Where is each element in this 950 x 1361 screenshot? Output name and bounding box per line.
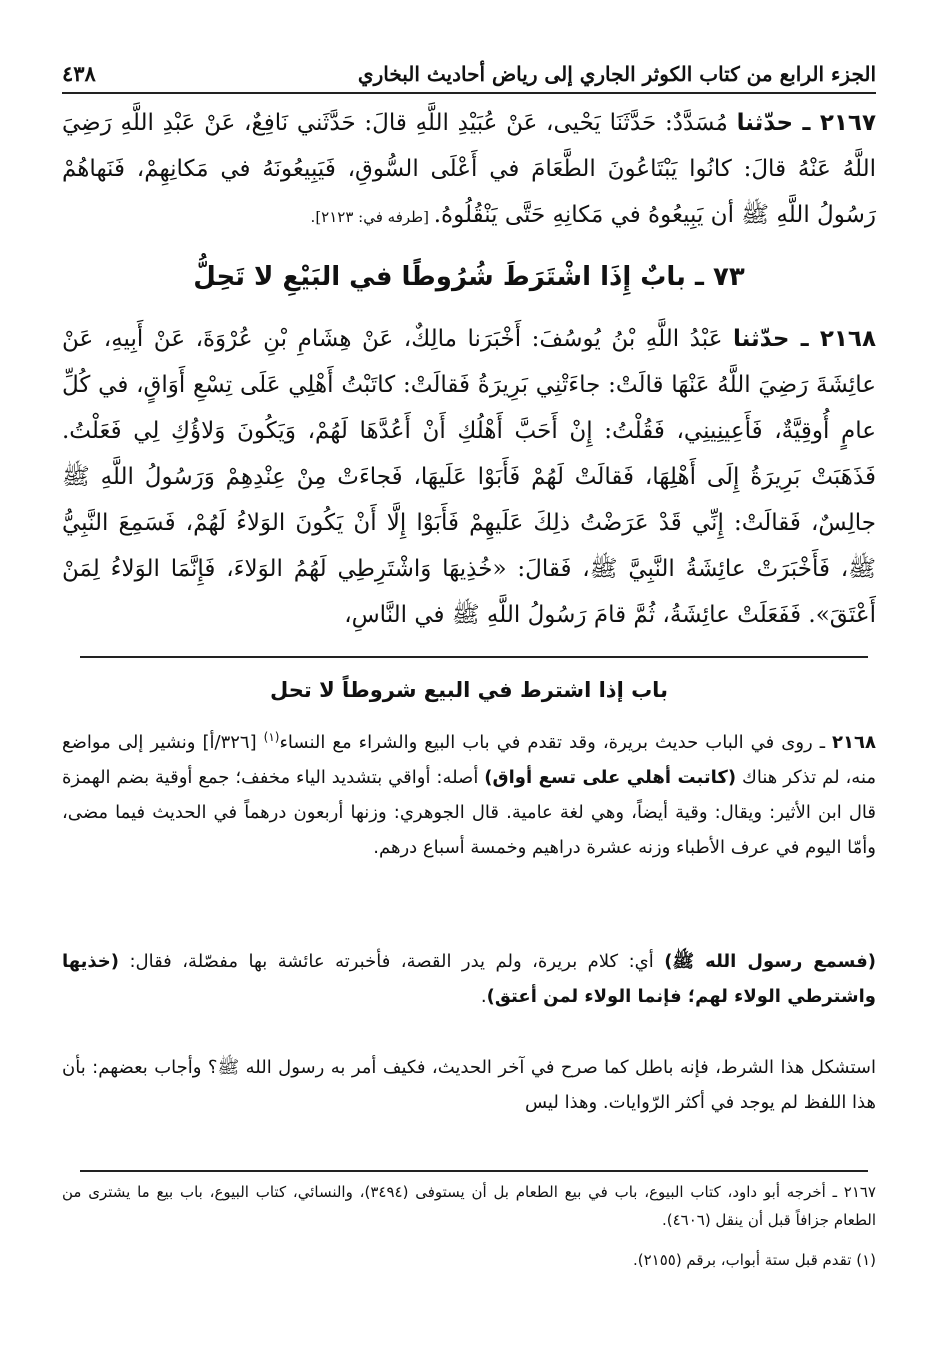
chapter-title: ٧٣ ـ بابٌ إِذَا اشْتَرَطَ شُرُوطًا في البَيْعِ لا تَحِلُّ — [193, 262, 745, 292]
footnote-divider — [80, 1170, 868, 1172]
hadith-2168-number: ٢١٦٨ ـ حدّثنا — [732, 326, 876, 352]
running-header — [62, 50, 876, 94]
footnote-2: (١) تقدم قبل ستة أبواب، برقم (٢١٥٥). — [632, 1251, 876, 1269]
section-divider — [80, 656, 868, 658]
hadith-2168-text: عَبْدُ اللَّهِ بْنُ يُوسُفَ: أَخْبَرَنا مالِكٌ، عَنْ هِشَامِ بْنِ عُرْوَةَ، عَنْ أَبِيهِ، عَنْ عائِشَةَ رَضِيَ اللَّهُ عَنْهَا قالَتْ: جاءَتْنِي بَرِيرَةُ فَقالَتْ: كاتَبْتُ أَهْلِي عَلَى تِسْعِ أَوَاقٍ، في كُلِّ عامٍ أُوقِيَّةٌ، فَأَعِينِينِي، فَقُلْتُ: إِنْ أَحَبَّ أَهْلُكِ أَنْ أَعُدَّهَا لَهُمْ، وَيَكُونَ وَلاؤُكِ لِي فَعَلْتُ. فَذَهَبَتْ بَرِيرَةُ إِلَى أَهْلِهَا، فَقالَتْ لَهُمْ فَأَبَوْا عَلَيهَا، فَجاءَتْ مِنْ عِنْدِهِمْ وَرَسُولُ اللَّهِ ﷺ جالِسٌ، فَقالَتْ: إِنِّي قَدْ عَرَضْتُ ذلِكَ عَلَيهِمْ فَأَبَوْا إِلَّا أَنْ يَكُونَ الوَلاءُ لَهُمْ، فَسَمِعَ النَّبِيُّ ﷺ، فَأَخْبَرَتْ عائِشَةُ النَّبِيَّ ﷺ، فَقالَ: «خُذِيهَا وَاشْتَرِطِي لَهُمُ الوَلاءَ، فَإِنَّمَا الوَلاءُ لِمَنْ أَعْتَقَ». فَفَعَلَتْ عائِشَةُ، ثُمَّ قامَ رَسُولُ اللَّهِ ﷺ في النَّاسِ، — [62, 326, 876, 628]
commentary-p2-quote-2: (خذيها واشترطي الولاء لهم؛ فإنما الولاء لمن أعتق) — [62, 951, 876, 1007]
hadith-2167-text: مُسَدَّدٌ: حَدَّثَنَا يَحْيى، عَنْ عُبَيْدِ اللَّهِ قالَ: حَدَّثَني نَافِعٌ، عَنْ عَبْدِ اللَّهِ رَضِيَ اللَّهُ عَنْهُ قالَ: كانُوا يَبْتَاعُونَ الطَّعَامَ في أَعْلَى السُّوقِ، فَيَبِيعُونَهُ في مَكانِهِمْ، فَنَهاهُمْ رَسُولُ اللَّهِ ﷺ أن يَبِيعُوهُ في مَكانِهِ حَتَّى يَنْقُلُوهُ. — [62, 110, 876, 228]
hadith-2167-ref: [طرفه في: ٢١٢٣]. — [310, 208, 434, 226]
commentary-p2-quote-1: (فسمع رسول الله ﷺ) — [664, 951, 876, 972]
commentary-paragraph-1 — [62, 720, 876, 865]
hadith-2168 — [62, 316, 876, 638]
commentary-title: باب إذا اشترط في البيع شروطاً لا تحل — [270, 678, 668, 702]
commentary-p1-text-a: ـ روى في الباب حديث بريرة، وقد تقدم في باب البيع والشراء مع النساء — [279, 732, 833, 753]
running-title: الجزء الرابع من كتاب الكوثر الجاري إلى رياض أحاديث البخاري — [357, 62, 876, 86]
commentary-p2-text: أي: كلام بريرة، ولم يدر القصة، فأخبرته عائشة بها مفصّلة، فقال: — [119, 951, 665, 972]
commentary-p1-text-b: [٣٢٦/أ] ونشير إلى مواضع منه، لم تذكر هناك — [62, 732, 877, 788]
commentary-p2-end: . — [480, 986, 487, 1007]
commentary-p1-quote: (كاتبت أهلي على تسع أواق) — [484, 767, 737, 788]
footnote-ref: (١) — [263, 730, 280, 744]
commentary-paragraph-2 — [62, 944, 876, 1014]
commentary-number: ٢١٦٨ — [832, 732, 876, 753]
commentary-paragraph-3: استشكل هذا الشرط، فإنه باطل كما صرح في آخر الحديث، فكيف أمر به رسول الله ﷺ؟ وأجاب بعضهم: بأن هذا اللفظ لم يوجد في أكثر الرّوايات. وهذا ليس — [62, 1057, 876, 1113]
footnote-1: ٢١٦٧ ـ أخرجه أبو داود، كتاب البيوع، باب في بيع الطعام بل أن يستوفى (٣٤٩٤)، والنسائي، كتاب البيوع، باب بيع ما يشترى من الطعام جزافاً قبل أن ينقل (٤٦٠٦). — [62, 1183, 876, 1229]
hadith-2167-number: ٢١٦٧ ـ حدّثنا — [736, 110, 876, 136]
page-number: ٤٣٨ — [62, 61, 96, 86]
commentary-p1-text-c: أصله: أواقي بتشديد الياء مخفف؛ جمع أوقية بضم الهمزة قال ابن الأثير: ويقال: وقية أيضاً، وهي لغة عامية. قال الجوهري: وزنها أربعون درهماً في الحديث فيما مضى، وأمّا اليوم في عرف الأطباء وزنه عشرة دراهيم وخمسة أسباع درهم. — [62, 767, 876, 858]
hadith-2167 — [62, 100, 876, 240]
